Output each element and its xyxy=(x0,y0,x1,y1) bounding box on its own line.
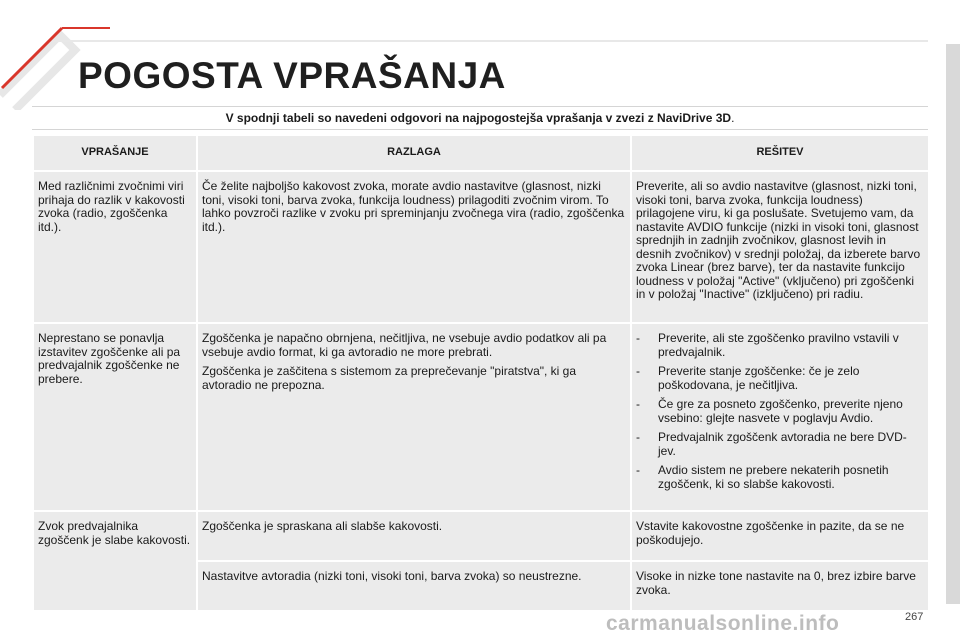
solution-list xyxy=(636,332,924,491)
table-row xyxy=(33,171,929,323)
right-edge-bar xyxy=(946,44,960,604)
column-header-solution: REŠITEV xyxy=(631,135,929,171)
table-row xyxy=(33,511,929,561)
subtitle-text: V spodnji tabeli so navedeni odgovori na najpogostejša vprašanja v zvezi z NaviDrive 3D xyxy=(225,111,732,125)
solution-list-item xyxy=(636,464,924,491)
explanation-paragraph: Če želite najboljšo kakovost zvoka, morate avdio nastavitve (glasnost, nizki toni, visoki toni, barva zvoka, funkcija loudness) prilagoditi zvočnim virom. To lahko povzroči razlike v zvoku pri spreminjanju zvočnega vira (radio, zgoščenka itd.). xyxy=(202,179,625,234)
faq-table xyxy=(32,134,930,612)
explanation-cell xyxy=(197,323,631,511)
subtitle-box xyxy=(32,106,928,130)
page-title: POGOSTA VPRAŠANJA xyxy=(78,55,506,96)
solution-cell: Preverite, ali so avdio nastavitve (glasnost, nizki toni, visoki toni, barva zvoka, funkcija loudness) prilagojene viru, ki ga poslušate. Svetujemo vam, da nastavite AVDIO funkcije (nizki in visoki toni, glasnost sprednjih in zadnjih zvočnikov, glasnost levih in desnih zvočnikov) v srednji položaj, da izberete barvo zvoka Linear (brez barve), ter da nastavite funkcijo loudness v položaj "Active" (vključeno) pri zgoščenki in v položaj "Inactive" (izključeno) pri radiu. xyxy=(631,171,929,323)
explanation-paragraph: Zgoščenka je napačno obrnjena, nečitljiva, ne vsebuje avdio podatkov ali pa vsebuje avdio format, ki ga avtoradio ne more prebrati. xyxy=(202,331,607,359)
table-row xyxy=(33,323,929,511)
explanation-cell: Nastavitve avtoradia (nizki toni, visoki toni, barva zvoka) so neustrezne. xyxy=(197,561,631,611)
solution-item-text: Avdio sistem ne prebere nekaterih posnetih zgoščenk, ki so slabše kakovosti. xyxy=(658,463,889,491)
explanation-paragraph: Zgoščenka je zaščitena s sistemom za preprečevanje "piratstva", ki ga avtoradio ne prepozna. xyxy=(202,364,577,392)
solution-list-item xyxy=(636,398,924,425)
solution-item-text: Če gre za posneto zgoščenko, preverite njeno vsebino: glejte nasvete v poglavju Avdio. xyxy=(658,397,903,425)
table-header-row xyxy=(33,135,929,171)
question-cell: Zvok predvajalnika zgoščenk je slabe kakovosti. xyxy=(33,511,197,611)
solution-cell xyxy=(631,323,929,511)
subtitle-period: . xyxy=(731,111,735,125)
explanation-cell xyxy=(197,171,631,323)
column-header-question: VPRAŠANJE xyxy=(33,135,197,171)
solution-cell: Vstavite kakovostne zgoščenke in pazite, da se ne poškodujejo. xyxy=(631,511,929,561)
solution-item-text: Preverite, ali ste zgoščenko pravilno vstavili v predvajalnik. xyxy=(658,331,899,359)
solution-item-text: Preverite stanje zgoščenke: če je zelo poškodovana, je nečitljiva. xyxy=(658,364,860,392)
watermark: carmanualsonline.info xyxy=(606,612,840,635)
explanation-cell: Zgoščenka je spraskana ali slabše kakovosti. xyxy=(197,511,631,561)
bullet-dash: - xyxy=(636,397,640,411)
question-cell: Med različnimi zvočnimi viri prihaja do razlik v kakovosti zvoka (radio, zgoščenka itd.). xyxy=(33,171,197,323)
page-number: 267 xyxy=(905,611,924,623)
solution-list-item xyxy=(636,365,924,392)
question-cell: Neprestano se ponavlja izstavitev zgoščenke ali pa predvajalnik zgoščenke ne prebere. xyxy=(33,323,197,511)
solution-list-item xyxy=(636,431,924,458)
solution-item-text: Predvajalnik zgoščenk avtoradia ne bere DVD-jev. xyxy=(658,430,907,458)
column-header-explanation: RAZLAGA xyxy=(197,135,631,171)
bullet-dash: - xyxy=(636,430,640,444)
bullet-dash: - xyxy=(636,331,640,345)
solution-list-item xyxy=(636,332,924,359)
solution-cell: Visoke in nizke tone nastavite na 0, brez izbire barve zvoka. xyxy=(631,561,929,611)
bullet-dash: - xyxy=(636,463,640,477)
bullet-dash: - xyxy=(636,364,640,378)
